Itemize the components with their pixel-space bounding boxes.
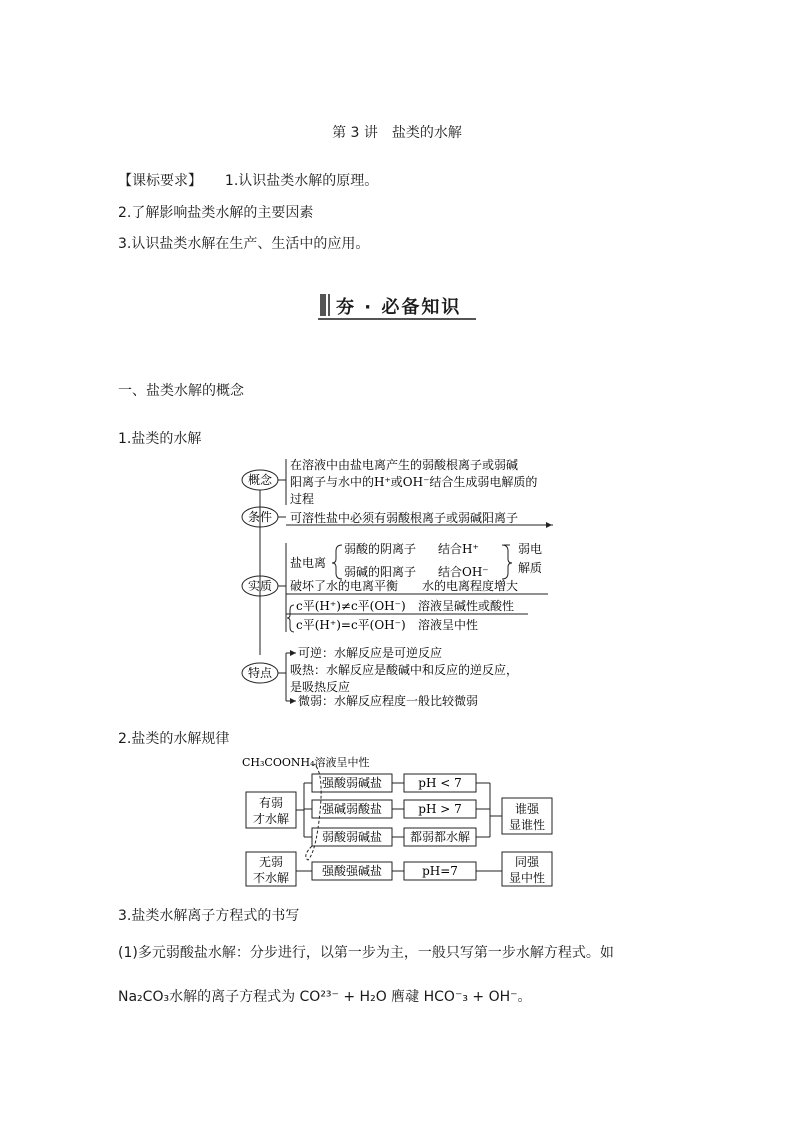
right-bottom-label: 显中性 [508, 871, 546, 885]
concept-line: 阳离子与水中的H⁺或OH⁻结合生成弱电解质的 [290, 475, 538, 489]
break-line-a: 破坏了水的电离平衡 [290, 579, 399, 593]
result-label: 都弱都水解 [409, 830, 471, 844]
result-label: pH > 7 [418, 802, 462, 816]
lecture-title: 第 3 讲 盐类的水解 [332, 125, 462, 141]
break-line-b: 水的电离程度增大 [422, 579, 519, 593]
right-top-label: 谁强 [514, 802, 540, 816]
weak-electrolyte: 弱电 [518, 542, 543, 556]
cond-2-b: 溶液呈中性 [418, 618, 479, 632]
salt-label: 强碱弱酸盐 [321, 802, 383, 816]
ionize-label: 盐电离 [290, 556, 327, 570]
feature-line: 是吸热反应 [290, 680, 351, 694]
subsection-heading: 3.盐类水解离子方程式的书写 [118, 908, 300, 924]
salt-label: 弱酸弱碱盐 [321, 830, 383, 844]
subsection-heading: 1.盐类的水解 [118, 431, 202, 447]
result-label: pH < 7 [418, 776, 462, 790]
result-label: pH=7 [422, 864, 458, 878]
cond-2-a: c平(H⁺)=c平(OH⁻) [296, 618, 406, 632]
node-label: 特点 [247, 666, 273, 680]
banner-label: 夯 · 必备知识 [336, 297, 462, 318]
concept-line: 在溶液中由盐电离产生的弱酸根离子或弱碱 [290, 458, 519, 472]
requirements-label: 【课标要求】 [118, 173, 202, 189]
requirement-item: 1.认识盐类水解的原理。 [224, 173, 379, 189]
subsection-heading: 2.盐类的水解规律 [118, 731, 230, 747]
section-banner [316, 290, 476, 320]
weak-base-cation: 弱碱的阳离子 [344, 565, 417, 579]
right-bottom-label: 同强 [514, 855, 540, 869]
requirements-line-1 [118, 170, 378, 190]
salt-label: 强酸强碱盐 [321, 864, 383, 878]
banner-underline [318, 318, 476, 320]
arrow-icon [290, 698, 296, 704]
banner-bar-icon [328, 294, 330, 316]
condition-text: 可溶性盐中必须有弱酸根离子或弱碱阳离子 [290, 511, 519, 525]
cond-1-a: c平(H⁺)≠c平(OH⁻) [296, 599, 406, 613]
left-bottom-label: 无弱 [258, 855, 284, 869]
concept-line: 过程 [290, 492, 315, 506]
cond-1-b: 溶液呈碱性或酸性 [418, 599, 515, 613]
node-label: 实质 [247, 579, 273, 593]
weak-electrolyte: 解质 [518, 561, 543, 575]
requirement-item: 3.认识盐类水解在生产、生活中的应用。 [118, 236, 370, 252]
note-text: CH₃COONH₄溶液呈中性 [242, 756, 370, 769]
salt-label: 强酸弱碱盐 [321, 776, 383, 790]
left-bottom-label: 不水解 [252, 871, 290, 885]
right-top-label: 显谁性 [508, 818, 546, 832]
section-heading: 一、盐类水解的概念 [118, 383, 244, 399]
combine-oh: 结合OH⁻ [438, 565, 489, 579]
feature-line: 吸热：水解反应是酸碱中和反应的逆反应， [290, 663, 519, 677]
concept-map-diagram [238, 455, 568, 720]
paragraph: (1)多元弱酸盐水解：分步进行，以第一步为主，一般只写第一步水解方程式。如 [118, 945, 614, 961]
arrow-icon [290, 650, 296, 656]
banner-bar-icon [320, 294, 326, 316]
requirement-item: 2.了解影响盐类水解的主要因素 [118, 205, 314, 221]
paragraph: Na₂CO₃水解的离子方程式为 CO²³⁻ + H₂O 噟叇 HCO⁻₃ + OH⁻。 [118, 989, 532, 1005]
feature-line: 可逆：水解反应是可逆反应 [298, 646, 443, 660]
arrow-icon [546, 522, 552, 528]
node-label: 概念 [247, 473, 273, 487]
left-top-label: 才水解 [252, 812, 290, 826]
combine-h: 结合H⁺ [438, 542, 479, 556]
feature-line: 微弱：水解反应程度一般比较微弱 [298, 694, 479, 708]
left-top-label: 有弱 [258, 796, 284, 810]
hydrolysis-rules-diagram [240, 752, 560, 892]
node-label: 条件 [247, 510, 273, 524]
weak-acid-anion: 弱酸的阴离子 [344, 542, 417, 556]
